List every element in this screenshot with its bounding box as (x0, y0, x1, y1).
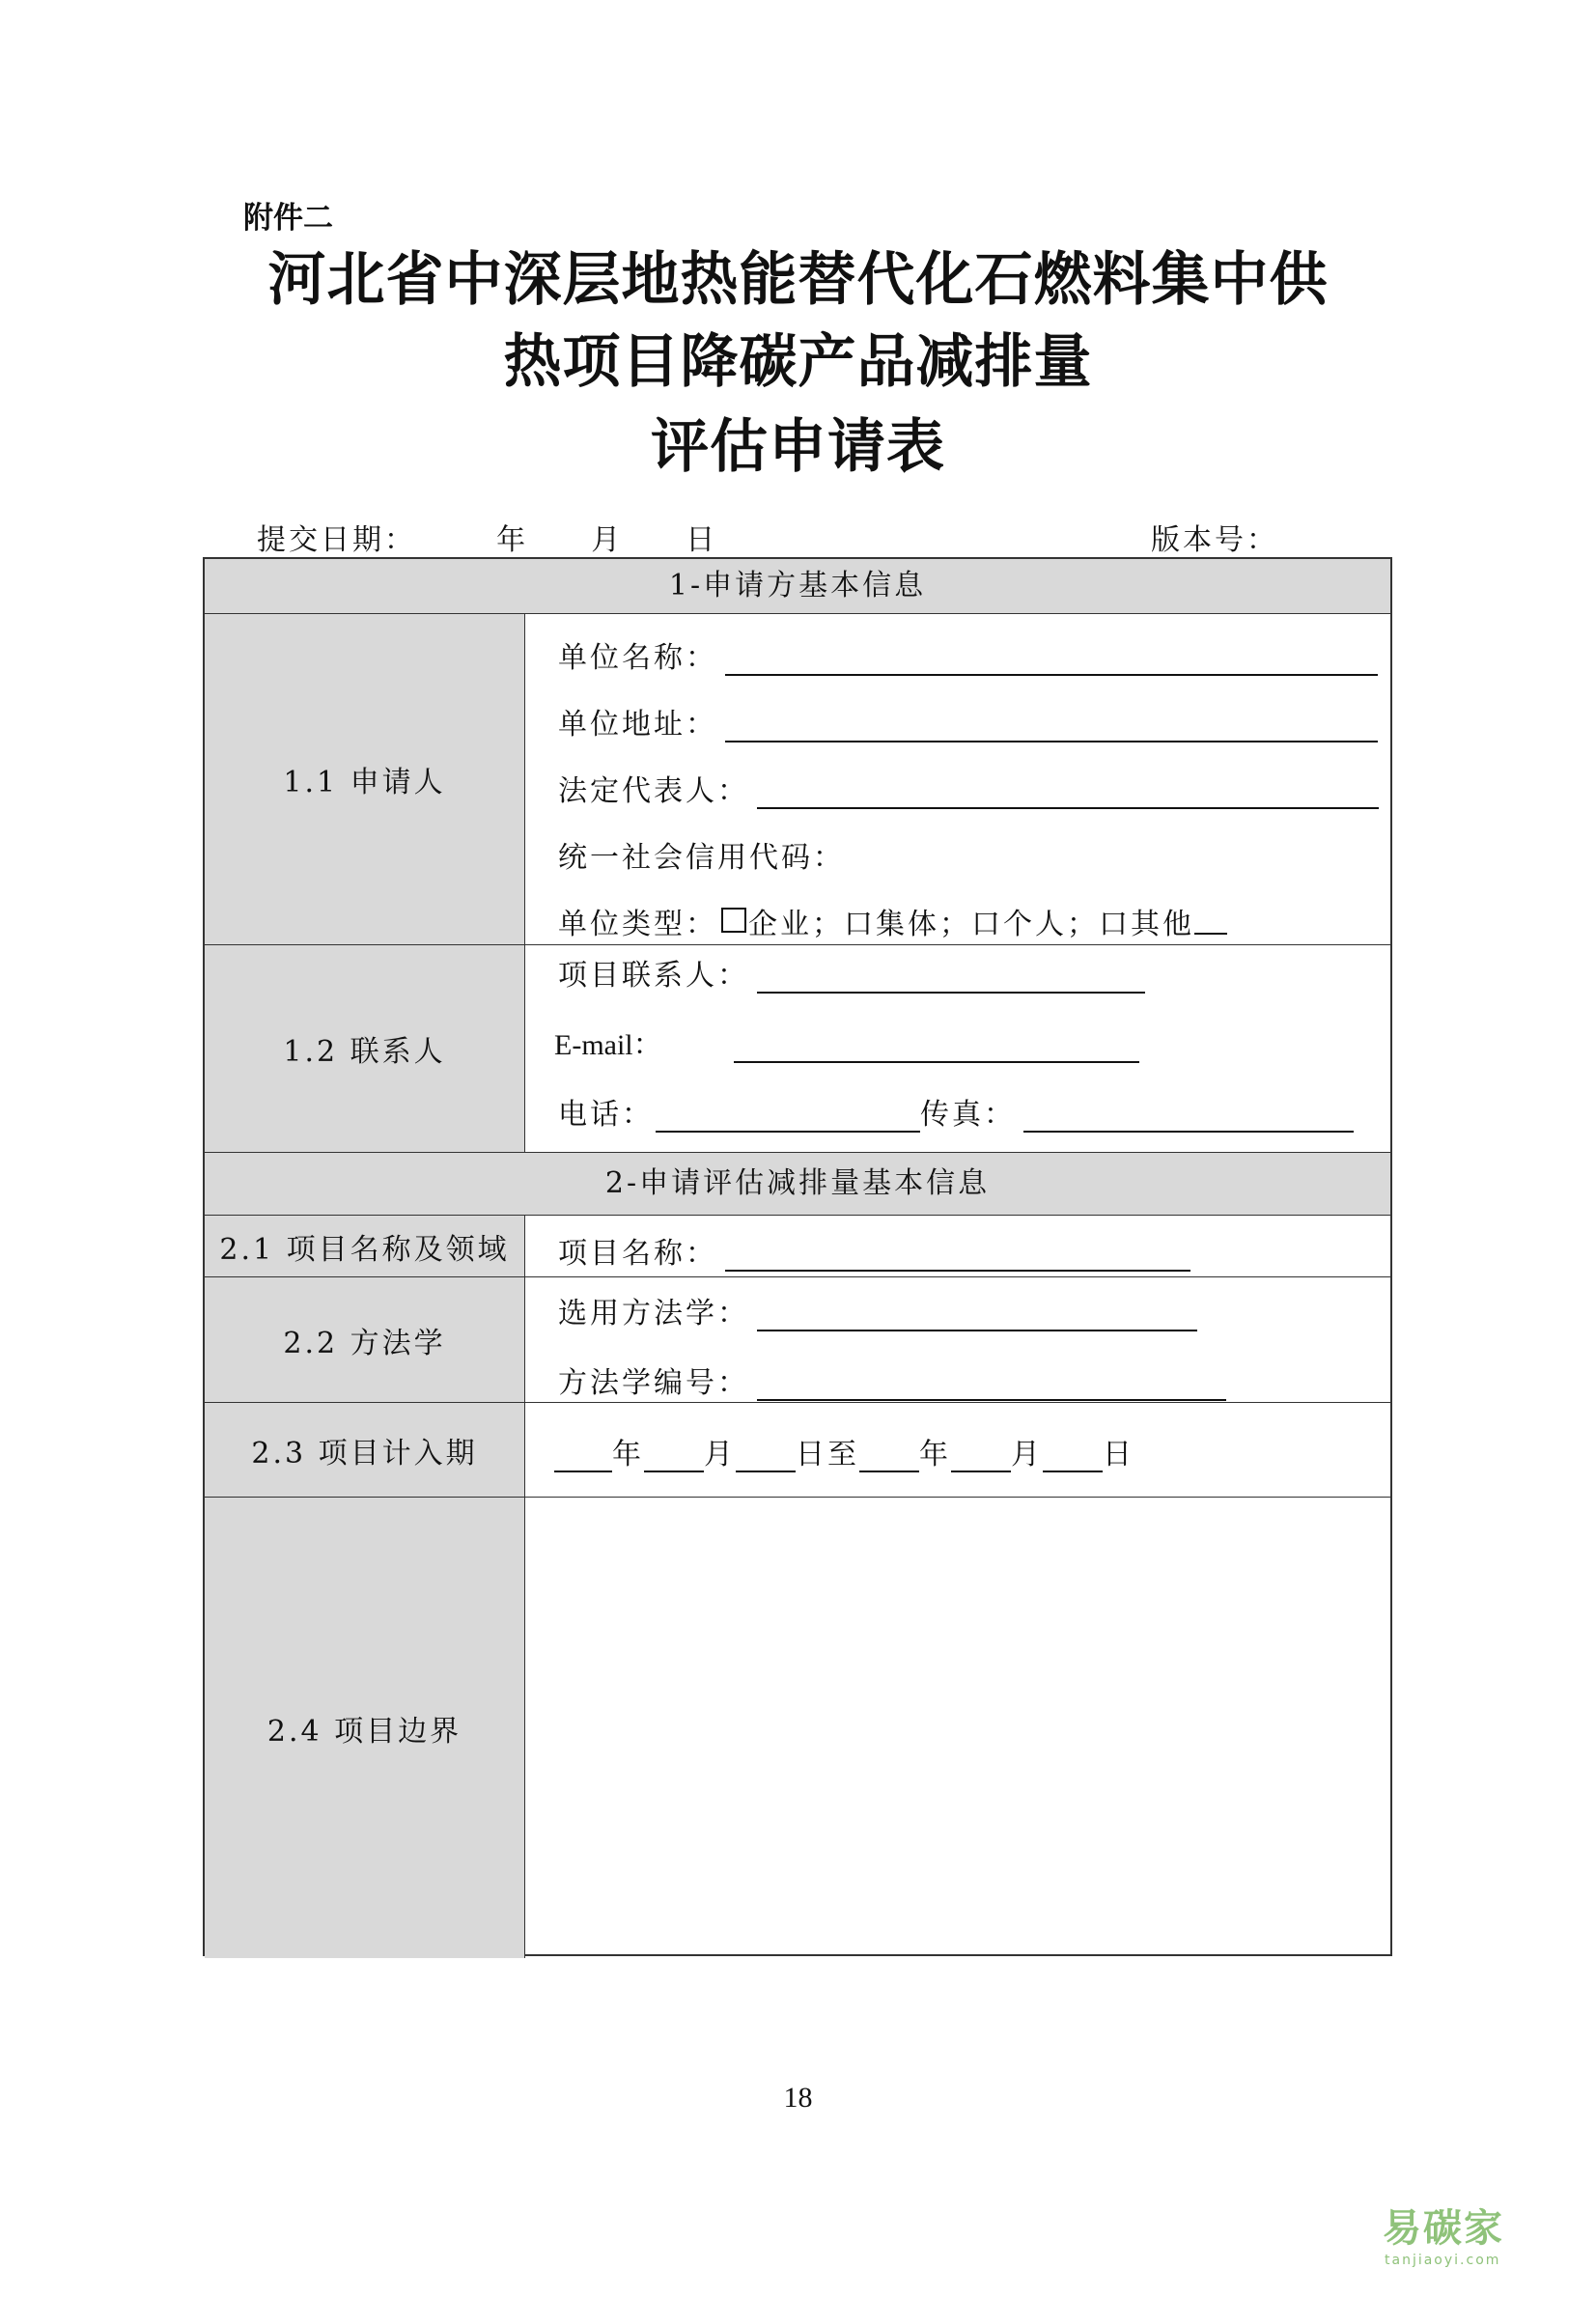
title-line-2: 热项目降碳产品减排量 (503, 328, 1093, 396)
selected-methodology-field[interactable] (558, 1289, 1197, 1331)
end-month-input[interactable] (951, 1442, 1011, 1472)
submit-date (257, 516, 717, 558)
end-month-label: 月 (1011, 1438, 1043, 1471)
submit-date-label: 提交日期： (257, 523, 416, 557)
legal-rep-label: 法定代表人： (558, 774, 749, 808)
contact-row (205, 944, 1390, 1152)
phone-fax-field (558, 1090, 1354, 1133)
type-collective[interactable]: 口集体； (844, 908, 971, 941)
submit-month: 月 (591, 523, 624, 557)
methodology-number-label: 方法学编号： (558, 1366, 749, 1400)
legal-rep-field[interactable] (558, 767, 1379, 809)
submit-year: 年 (496, 523, 529, 557)
legal-rep-input[interactable] (757, 778, 1379, 809)
unit-name-field[interactable] (558, 633, 1378, 676)
fax-input[interactable] (1023, 1102, 1354, 1133)
methodology-row-label: 2.2 方法学 (205, 1277, 525, 1402)
start-day-input[interactable] (736, 1442, 796, 1472)
project-boundary-input[interactable] (525, 1498, 1390, 1958)
phone-input[interactable] (656, 1102, 920, 1133)
type-other[interactable]: 口其他 (1099, 908, 1194, 941)
section2-heading: 2-申请评估减排量基本信息 (205, 1152, 1390, 1215)
unit-name-input[interactable] (725, 645, 1378, 676)
start-month-label: 月 (704, 1438, 736, 1471)
project-name-label: 项目名称： (558, 1237, 717, 1271)
email-field[interactable] (554, 1021, 1139, 1063)
project-name-fields (525, 1216, 1390, 1276)
unit-address-label: 单位地址： (558, 708, 717, 742)
page-number: 18 (783, 2082, 813, 2114)
project-contact-label: 项目联系人： (558, 959, 749, 993)
start-year-input[interactable] (554, 1442, 612, 1472)
credit-code-label: 统一社会信用代码： (558, 841, 845, 875)
type-individual[interactable]: 口个人； (971, 908, 1099, 941)
project-name-row (205, 1215, 1390, 1276)
applicant-fields (525, 614, 1390, 944)
type-other-input[interactable] (1194, 908, 1227, 935)
submit-day: 日 (686, 523, 718, 557)
contact-label: 1.2 联系人 (205, 945, 525, 1152)
selected-methodology-input[interactable] (757, 1301, 1197, 1331)
project-name-input[interactable] (725, 1241, 1190, 1272)
unit-address-field[interactable] (558, 700, 1378, 742)
end-day-label: 日 (1103, 1438, 1134, 1471)
methodology-row (205, 1276, 1390, 1402)
unit-type-field (558, 900, 1227, 942)
crediting-period-label: 2.3 项目计入期 (205, 1403, 525, 1497)
unit-address-input[interactable] (725, 712, 1378, 742)
crediting-period-fields (525, 1403, 1390, 1497)
watermark-logo (1383, 2198, 1596, 2297)
crediting-period-row (205, 1402, 1390, 1497)
methodology-fields (525, 1277, 1390, 1402)
version-label: 版本号： (1151, 523, 1278, 557)
fax-label: 传真： (920, 1098, 1016, 1132)
start-day-to-label: 日至 (796, 1438, 859, 1471)
application-form (203, 557, 1392, 1956)
watermark-text: 易碳家 (1383, 2206, 1504, 2251)
watermark-url: tanjiaoyi.com (1385, 2253, 1501, 2268)
end-year-label: 年 (919, 1438, 951, 1471)
title-line-3: 评估申请表 (651, 413, 945, 481)
email-input[interactable] (734, 1032, 1139, 1063)
project-name-field[interactable] (558, 1229, 1190, 1272)
selected-methodology-label: 选用方法学： (558, 1297, 749, 1331)
email-label: E-mail： (554, 1029, 662, 1061)
section1-heading: 1-申请方基本信息 (205, 559, 1390, 613)
contact-fields (525, 945, 1390, 1152)
start-year-label: 年 (612, 1438, 644, 1471)
title-line-1: 河北省中深层地热能替代化石燃料集中供 (267, 246, 1329, 314)
project-boundary-label: 2.4 项目边界 (205, 1498, 525, 1958)
credit-code-field[interactable] (558, 833, 845, 876)
unit-name-label: 单位名称： (558, 641, 717, 675)
enterprise-checkbox[interactable] (721, 908, 746, 933)
methodology-number-field[interactable] (558, 1359, 1226, 1401)
start-month-input[interactable] (644, 1442, 704, 1472)
project-name-row-label: 2.1 项目名称及领域 (205, 1216, 525, 1276)
project-boundary-row (205, 1497, 1390, 1958)
end-day-input[interactable] (1043, 1442, 1103, 1472)
project-contact-input[interactable] (757, 963, 1145, 994)
unit-type-label: 单位类型： (558, 908, 717, 941)
methodology-number-input[interactable] (757, 1370, 1226, 1401)
crediting-period-field (554, 1430, 1134, 1472)
phone-label: 电话： (558, 1098, 654, 1132)
applicant-label: 1.1 申请人 (205, 614, 525, 944)
project-contact-field[interactable] (558, 951, 1145, 994)
applicant-row (205, 613, 1390, 944)
attachment-label: 附件二 (243, 201, 333, 236)
end-year-input[interactable] (859, 1442, 919, 1472)
type-enterprise: 企业； (748, 908, 844, 941)
